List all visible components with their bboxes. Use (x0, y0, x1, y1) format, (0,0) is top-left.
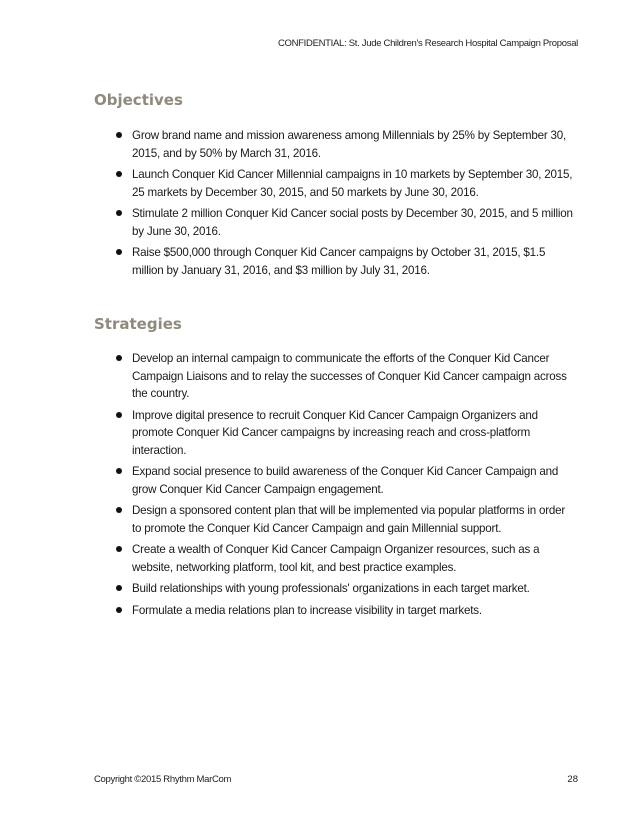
strategy-text: Expand social presence to build awareness of the Conquer Kid Cancer Campaign and grow Conquer Kid Cancer Campaign engagement. (132, 465, 559, 496)
strategy-item (116, 407, 576, 460)
objective-item (116, 205, 576, 240)
strategy-item (116, 541, 576, 576)
strategy-text: Design a sponsored content plan that will be implemented via popular platforms in order to promote the Conquer Kid Cancer Campaign and gain Millennial support. (132, 504, 566, 535)
objectives-heading: Objectives (94, 91, 183, 109)
bullet-icon (116, 607, 122, 613)
objective-text: Grow brand name and mission awareness among Millennials by 25% by September 30, 2015, and by 50% by March 31, 2016. (132, 129, 567, 160)
strategies-list (116, 350, 576, 623)
bullet-icon (116, 468, 122, 474)
objective-item (116, 127, 576, 162)
bullet-icon (116, 171, 122, 177)
strategy-item (116, 602, 576, 620)
strategy-text: Improve digital presence to recruit Conquer Kid Cancer Campaign Organizers and promote Conquer Kid Cancer campaigns by increasing reach and cross-platform interaction. (132, 408, 538, 457)
strategy-text: Create a wealth of Conquer Kid Cancer Campaign Organizer resources, such as a website, networking platform, tool kit, and best practice examples. (132, 543, 540, 574)
objective-text: Raise $500,000 through Conquer Kid Cancer campaigns by October 31, 2015, $1.5 million by January 31, 2016, and $3 million by July 31, 2016. (132, 246, 546, 277)
strategies-heading: Strategies (94, 315, 182, 333)
page-header: CONFIDENTIAL: St. Jude Children's Research Hospital Campaign Proposal (277, 38, 578, 49)
bullet-icon (116, 210, 122, 216)
bullet-icon (116, 546, 122, 552)
objective-item (116, 166, 576, 201)
strategy-text: Build relationships with young professionals' organizations in each target market. (132, 582, 530, 595)
bullet-icon (116, 132, 122, 138)
objective-text: Stimulate 2 million Conquer Kid Cancer social posts by December 30, 2015, and 5 million by June 30, 2016. (132, 207, 573, 238)
objective-text: Launch Conquer Kid Cancer Millennial campaigns in 10 markets by September 30, 2015, 25 markets by December 30, 2015, and 50 markets by June 30, 2016. (132, 168, 573, 199)
strategy-text: Formulate a media relations plan to increase visibility in target markets. (132, 603, 482, 617)
page-number: 28 (567, 774, 578, 785)
footer-copyright: Copyright ©2015 Rhythm MarCom (94, 774, 232, 785)
strategy-item (116, 350, 576, 403)
strategy-item (116, 463, 576, 498)
bullet-icon (116, 355, 122, 361)
bullet-icon (116, 507, 122, 513)
strategy-item (116, 502, 576, 537)
objective-item (116, 244, 576, 279)
bullet-icon (116, 585, 122, 591)
objectives-list (116, 127, 576, 283)
strategy-text: Develop an internal campaign to communicate the efforts of the Conquer Kid Cancer Campaign Liaisons and to relay the successes of Conquer Kid Cancer campaign across the country. (132, 352, 567, 400)
strategy-item (116, 580, 576, 598)
bullet-icon (116, 412, 122, 418)
bullet-icon (116, 249, 122, 255)
